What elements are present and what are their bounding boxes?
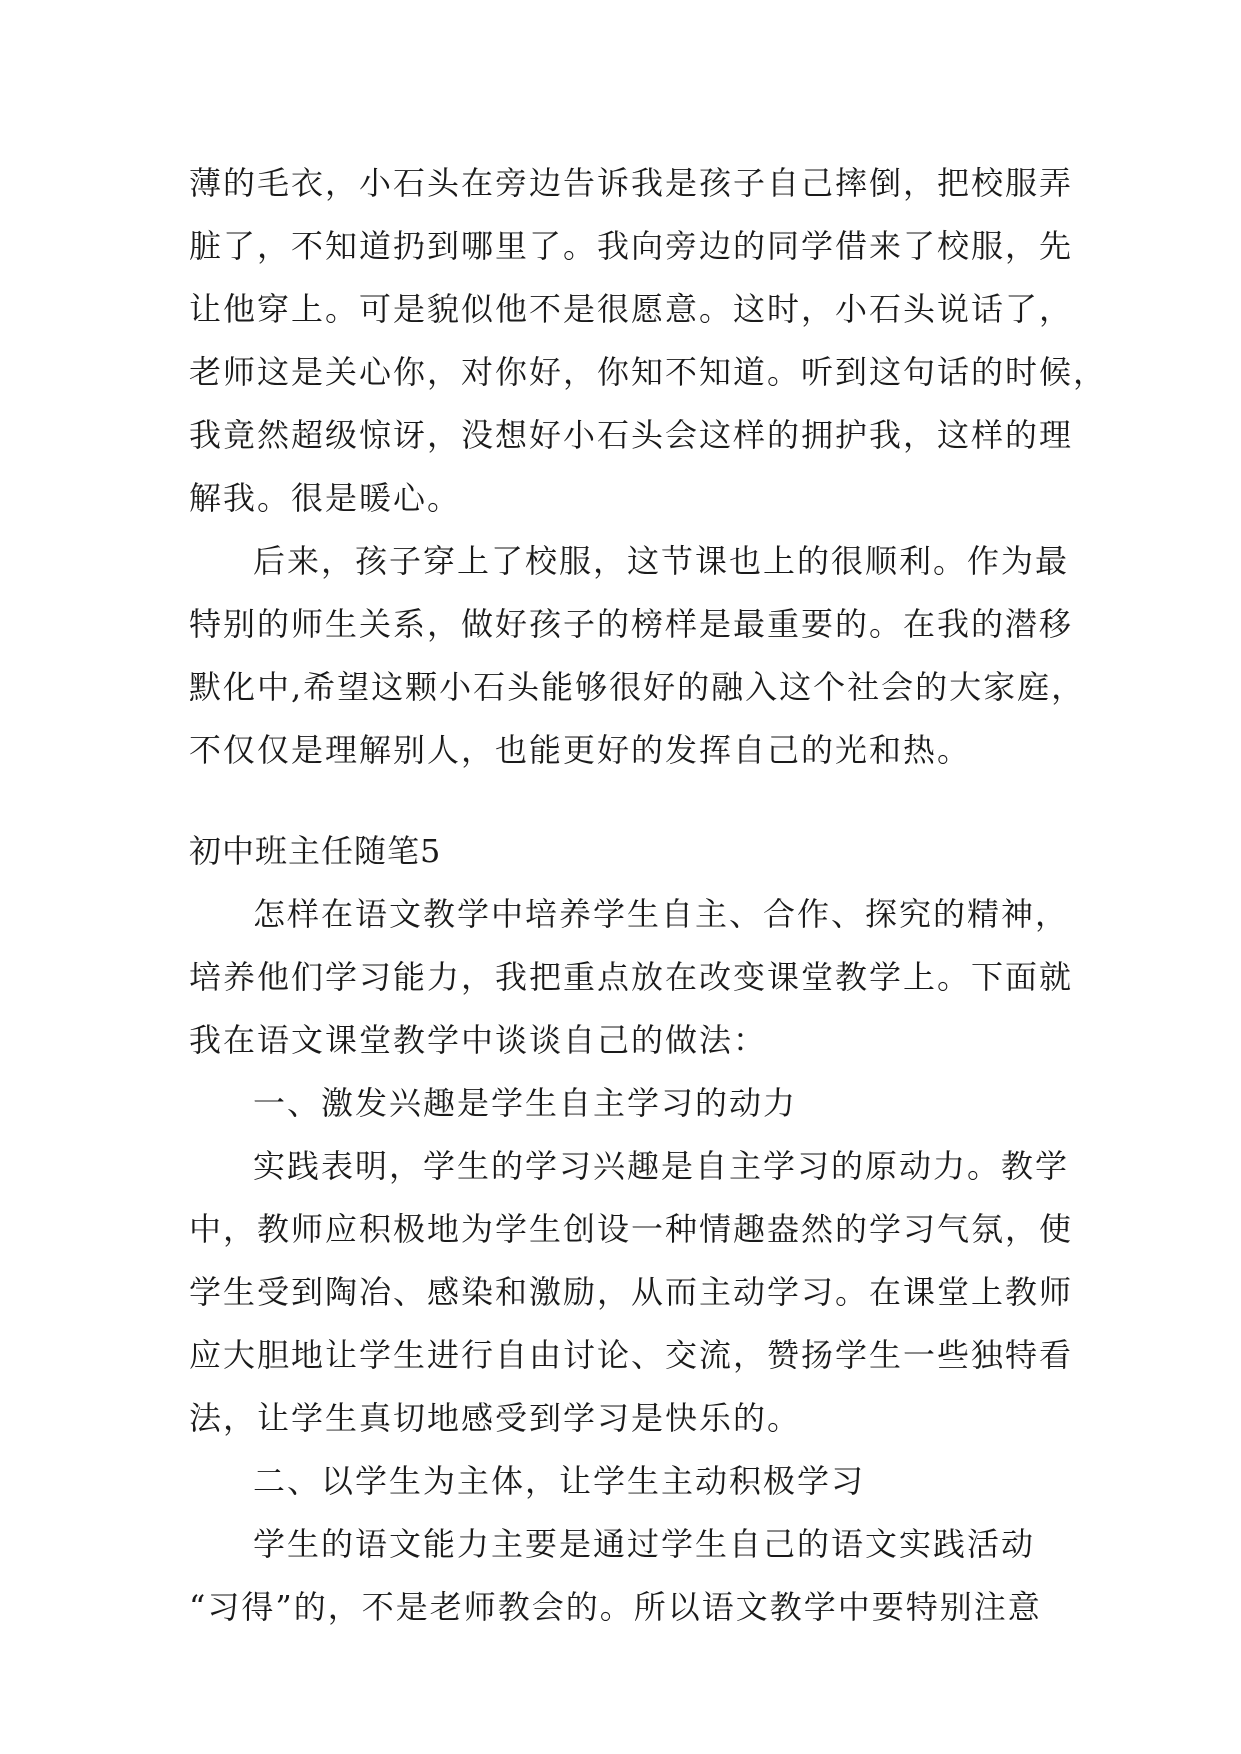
text-line: 法，让学生真切地感受到学习是快乐的。 bbox=[189, 1399, 802, 1437]
text-line: 让他穿上。可是貌似他不是很愿意。这时，小石头说话了， bbox=[189, 290, 1074, 328]
text-line: 实践表明，学生的学习兴趣是自主学习的原动力。教学 bbox=[253, 1147, 1070, 1185]
text-line: 我在语文课堂教学中谈谈自己的做法： bbox=[189, 1021, 768, 1059]
text-line: 特别的师生关系，做好孩子的榜样是最重要的。在我的潜移 bbox=[189, 605, 1074, 643]
subheading-2: 二、以学生为主体，让学生主动积极学习 bbox=[253, 1462, 866, 1500]
text-line: 默化中,希望这颗小石头能够很好的融入这个社会的大家庭， bbox=[189, 668, 1086, 706]
text-line: 不仅仅是理解别人，也能更好的发挥自己的光和热。 bbox=[189, 731, 972, 769]
text-line: 学生受到陶冶、感染和激励，从而主动学习。在课堂上教师 bbox=[189, 1273, 1074, 1311]
text-line: 解我。很是暖心。 bbox=[189, 479, 462, 517]
subheading-1: 一、激发兴趣是学生自主学习的动力 bbox=[253, 1084, 798, 1122]
section-spacer bbox=[189, 782, 1059, 820]
text-line: 后来，孩子穿上了校服，这节课也上的很顺利。作为最 bbox=[253, 542, 1070, 580]
section-title: 初中班主任随笔5 bbox=[189, 832, 442, 870]
text-line: 中，教师应积极地为学生创设一种情趣盎然的学习气氛，使 bbox=[189, 1210, 1074, 1248]
text-line: 我竟然超级惊讶，没想好小石头会这样的拥护我，这样的理 bbox=[189, 416, 1074, 454]
text-line: “习得”的，不是老师教会的。所以语文教学中要特别注意 bbox=[189, 1588, 1042, 1626]
text-line: 薄的毛衣，小石头在旁边告诉我是孩子自己摔倒，把校服弄 bbox=[189, 164, 1074, 202]
text-line: 怎样在语文教学中培养学生自主、合作、探究的精神， bbox=[253, 895, 1070, 933]
text-line: 脏了，不知道扔到哪里了。我向旁边的同学借来了校服，先 bbox=[189, 227, 1074, 265]
text-line: 老师这是关心你，对你好，你知不知道。听到这句话的时候， bbox=[189, 353, 1108, 391]
paragraph-5 bbox=[189, 1513, 1059, 1639]
text-line: 培养他们学习能力，我把重点放在改变课堂教学上。下面就 bbox=[189, 958, 1074, 996]
paragraph-4 bbox=[189, 1135, 1074, 1450]
document-body bbox=[189, 152, 1108, 1639]
text-line: 应大胆地让学生进行自由讨论、交流，赞扬学生一些独特看 bbox=[189, 1336, 1074, 1374]
text-line: 学生的语文能力主要是通过学生自己的语文实践活动 bbox=[253, 1525, 1036, 1563]
paragraph-3 bbox=[189, 883, 1074, 1072]
paragraph-2 bbox=[189, 530, 1086, 782]
paragraph-1 bbox=[189, 152, 1108, 530]
